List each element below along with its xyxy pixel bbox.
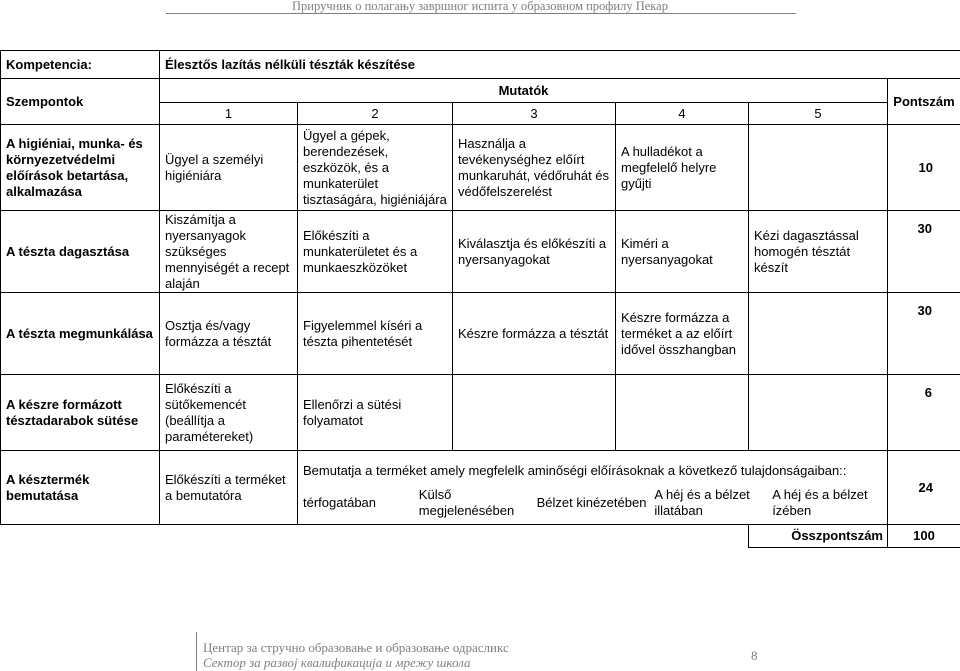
criterion-label: A tészta megmunkálása xyxy=(1,293,160,375)
indicator-cell: Kiszámítja a nyersanyagok szükséges mennyiségét a recept alaján xyxy=(160,211,298,293)
indicators-header: Mutatók xyxy=(160,79,888,103)
presentation-items xyxy=(303,487,882,519)
indicator-cell: Ügyel a gépek, berendezések, eszközök, és a munkaterület tisztaságára, higiéniájára xyxy=(298,125,453,211)
points-cell: 30 xyxy=(888,211,960,293)
presentation-item: A héj és a bélzet ízében xyxy=(772,486,868,518)
header-row-1 xyxy=(1,79,960,103)
competency-row xyxy=(1,51,960,79)
presentation-row xyxy=(1,451,960,525)
indicator-cell: Készre formázza a tésztát xyxy=(453,293,616,375)
presentation-intro: Bemutatja a terméket amely megfelelk aminőségi előírásoknak a következő tulajdonságaiban:: xyxy=(303,462,847,478)
criterion-row xyxy=(1,375,960,451)
indicator-cell xyxy=(749,125,888,211)
indicator-cell: Kiméri a nyersanyagokat xyxy=(616,211,749,293)
competency-label: Kompetencia: xyxy=(1,51,160,79)
total-value: 100 xyxy=(888,525,960,548)
indicator-number: 3 xyxy=(453,103,616,125)
points-cell: 6 xyxy=(888,375,960,451)
total-row xyxy=(1,525,960,548)
page-number: 8 xyxy=(751,648,758,663)
indicator-cell: A hulladékot a megfelelő helyre gyűjti xyxy=(616,125,749,211)
criterion-row xyxy=(1,125,960,211)
indicator-cell xyxy=(453,375,616,451)
indicator-cell xyxy=(616,375,749,451)
criterion-label: A higiéniai, munka- és környezetvédelmi előírások betartása, alkalmazása xyxy=(1,125,160,211)
indicator-cell xyxy=(749,375,888,451)
presentation-item: A héj és a bélzet illatában xyxy=(654,486,750,518)
indicator-cell: Előkészíti a sütőkemencét (beállítja a paramétereket) xyxy=(160,375,298,451)
indicator-cell: Figyelemmel kíséri a tészta pihentetését xyxy=(298,293,453,375)
page-header: Приручник о полагању завршног испита у образовном профилу Пекар xyxy=(292,0,668,13)
presentation-item: Külső megjelenésében xyxy=(418,486,515,518)
presentation-item: térfogatában xyxy=(303,494,377,510)
indicator-cell: Használja a tevékenységhez előírt munkaruhát, védőruhát és védőfelszerelést xyxy=(453,125,616,211)
criterion-label: A tészta dagasztása xyxy=(1,211,160,293)
indicator-cell: Ellenőrzi a sütési folyamatot xyxy=(298,375,453,451)
total-spacer xyxy=(1,525,749,548)
presentation-item: Bélzet kinézetében xyxy=(536,494,647,510)
criteria-header: Szempontok xyxy=(1,79,160,125)
indicator-cell: Kiválasztja és előkészíti a nyersanyagokat xyxy=(453,211,616,293)
criterion-row xyxy=(1,293,960,375)
criterion-label: A késztermék bemutatása xyxy=(1,451,160,525)
indicator-number: 5 xyxy=(749,103,888,125)
assessment-table xyxy=(0,50,960,548)
footer-line-2: Сектор за развој квалификација и мрежу школа xyxy=(203,655,471,670)
points-cell: 24 xyxy=(888,451,960,525)
presentation-detail xyxy=(298,451,888,525)
points-header: Pontszám xyxy=(888,79,960,125)
footer-line-1: Центар за стручно образовање и образовање одрасликс xyxy=(203,640,509,655)
header-rule xyxy=(166,13,796,14)
indicator-cell: Készre formázza a terméket a az előírt idővel összhangban xyxy=(616,293,749,375)
indicator-cell: Ügyel a személyi higiéniára xyxy=(160,125,298,211)
indicator-cell: Előkészíti a munkaterületet és a munkaeszközöket xyxy=(298,211,453,293)
indicator-cell: Kézi dagasztással homogén tésztát készít xyxy=(749,211,888,293)
criterion-row xyxy=(1,211,960,293)
footer-rule xyxy=(196,632,197,671)
indicator-number: 4 xyxy=(616,103,749,125)
competency-value: Élesztős lazítás nélküli tészták készítése xyxy=(160,51,960,79)
points-cell: 10 xyxy=(888,125,960,211)
page-footer xyxy=(203,640,543,670)
indicator-cell: Előkészíti a terméket a bemutatóra xyxy=(160,451,298,525)
indicator-cell xyxy=(749,293,888,375)
criterion-label: A készre formázott tésztadarabok sütése xyxy=(1,375,160,451)
indicator-cell: Osztja és/vagy formázza a tésztát xyxy=(160,293,298,375)
points-cell: 30 xyxy=(888,293,960,375)
indicator-number: 2 xyxy=(298,103,453,125)
indicator-number: 1 xyxy=(160,103,298,125)
total-label: Összpontszám xyxy=(749,525,888,548)
